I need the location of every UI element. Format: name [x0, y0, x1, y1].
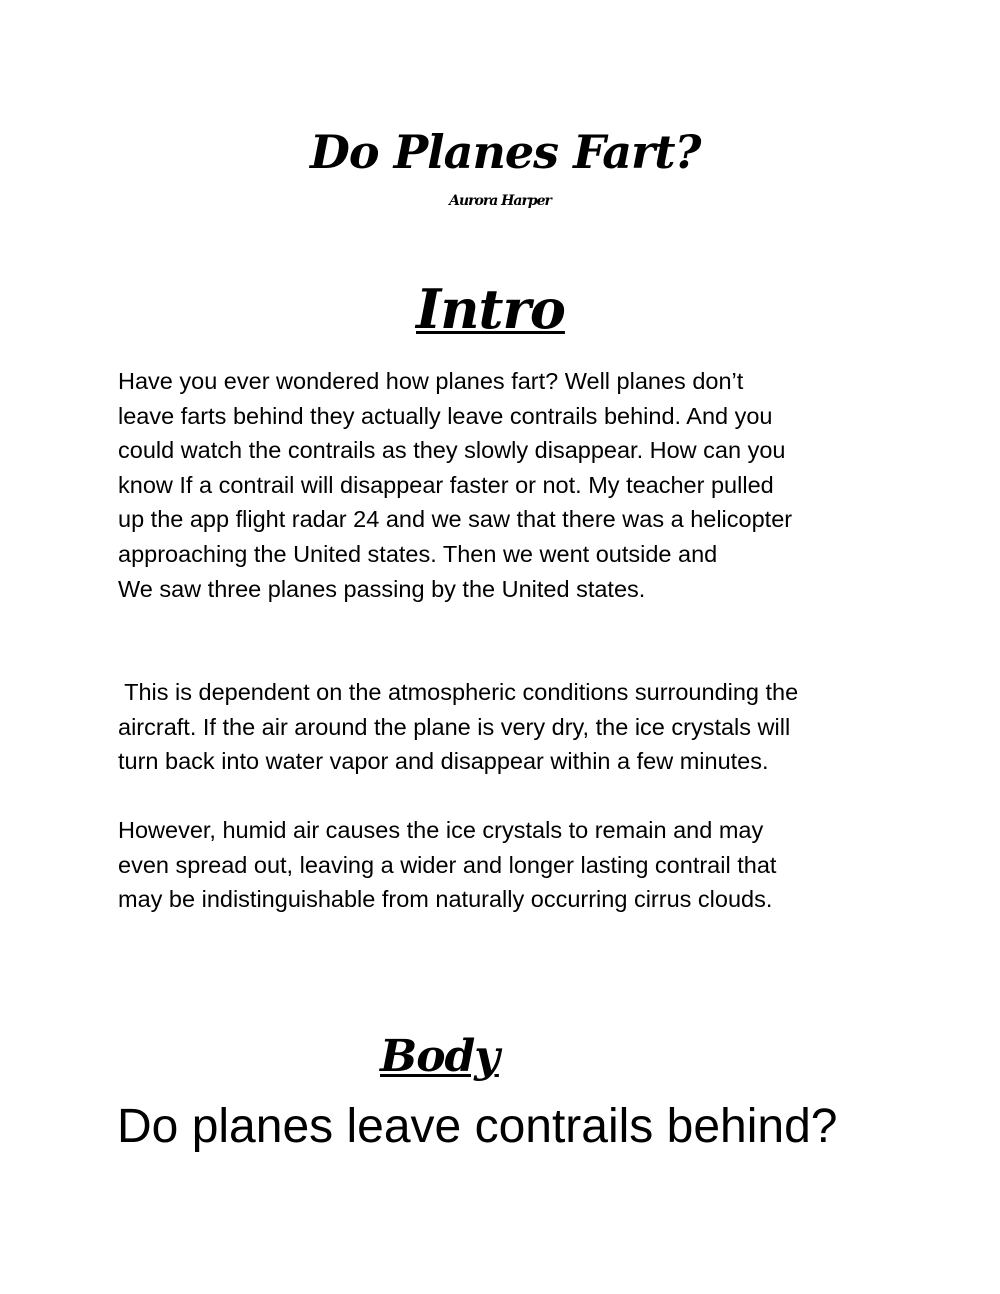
- intro-paragraph-1: [118, 364, 908, 606]
- paragraph-line: However, humid air causes the ice crystals to remain and may: [118, 817, 764, 843]
- paragraph-line: aircraft. If the air around the plane is very dry, the ice crystals will: [118, 713, 791, 740]
- intro-heading: Intro: [416, 277, 565, 341]
- paragraph-line: even spread out, leaving a wider and longer lasting contrail that: [118, 851, 777, 878]
- paragraph-line: This is dependent on the atmospheric conditions surrounding the: [118, 679, 799, 705]
- intro-paragraph-3: [118, 813, 908, 917]
- paragraph-line: approaching the United states. Then we went outside and: [118, 540, 718, 567]
- author-name: Aurora Harper: [449, 193, 551, 209]
- paragraph-line: leave farts behind they actually leave contrails behind. And you: [118, 402, 773, 429]
- paragraph-line: up the app flight radar 24 and we saw that there was a helicopter: [118, 506, 793, 533]
- document-title: Do Planes Fart?: [310, 125, 701, 179]
- paragraph-line: know If a contrail will disappear faster or not. My teacher pulled: [118, 471, 774, 498]
- body-heading: Body: [380, 1031, 499, 1082]
- paragraph-line: turn back into water vapor and disappear within a few minutes.: [118, 748, 769, 775]
- paragraph-line: may be indistinguishable from naturally occurring cirrus clouds.: [118, 886, 773, 913]
- paragraph-line: could watch the contrails as they slowly disappear. How can you: [118, 437, 786, 464]
- paragraph-line: Have you ever wondered how planes fart? Well planes don’t: [118, 368, 744, 394]
- paragraph-line: We saw three planes passing by the United states.: [118, 575, 646, 602]
- intro-paragraph-2: [118, 675, 908, 779]
- body-question: Do planes leave contrails behind?: [117, 1100, 838, 1153]
